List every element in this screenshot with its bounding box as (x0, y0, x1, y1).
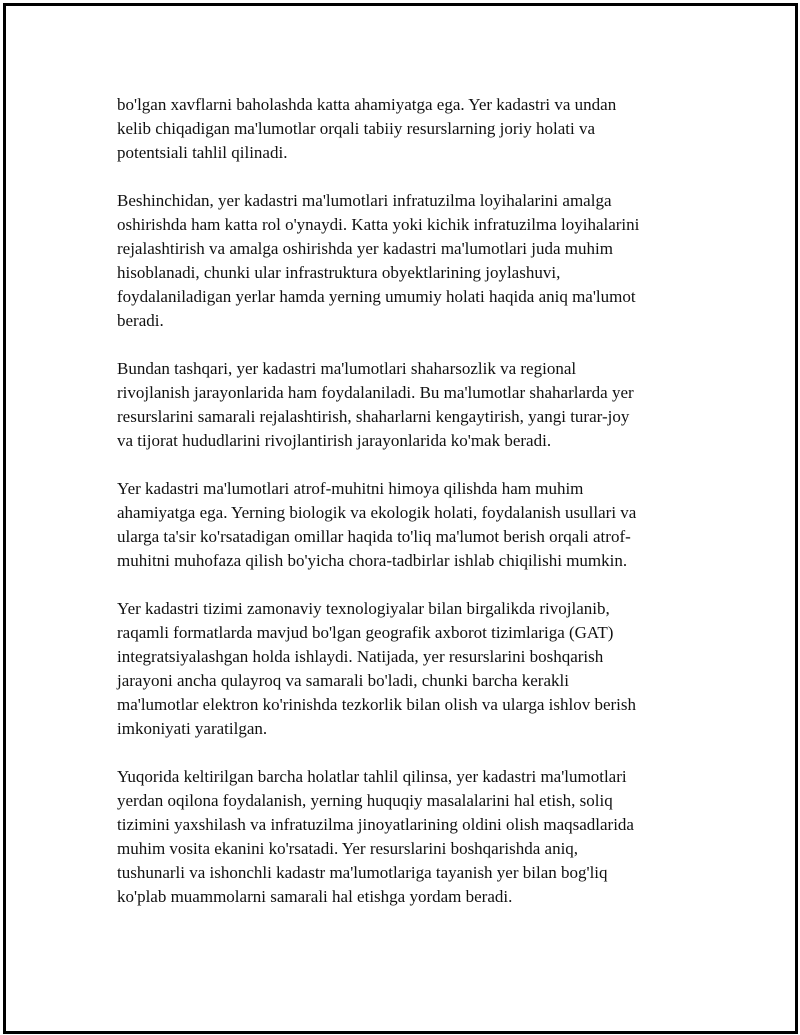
text-line: va tijorat hududlarini rivojlantirish jarayonlarida ko'mak beradi. (117, 431, 552, 450)
text-line: beradi. (117, 311, 164, 330)
text-line: muhim vosita ekanini ko'rsatadi. Yer resurslarini boshqarishda aniq, (117, 839, 579, 858)
text-line: rejalashtirish va amalga oshirishda yer kadastri ma'lumotlari juda muhim (117, 239, 613, 258)
paragraph-5 (117, 597, 692, 741)
text-line: Yer kadastri tizimi zamonaviy texnologiyalar bilan birgalikda rivojlanib, (117, 599, 610, 618)
text-line: integratsiyalashgan holda ishlaydi. Natijada, yer resurslarini boshqarish (117, 647, 604, 666)
text-line: ularga ta'sir ko'rsatadigan omillar haqida to'liq ma'lumot berish orqali atrof- (117, 527, 631, 546)
text-line: rivojlanish jarayonlarida ham foydalaniladi. Bu ma'lumotlar shaharlarda yer (117, 383, 634, 402)
paragraph-2 (117, 189, 692, 333)
text-line: kelib chiqadigan ma'lumotlar orqali tabiiy resurslarning joriy holati va (117, 119, 595, 138)
text-line: ma'lumotlar elektron ko'rinishda tezkorlik bilan olish va ularga ishlov berish (117, 695, 637, 714)
text-line: foydalaniladigan yerlar hamda yerning umumiy holati haqida aniq ma'lumot (117, 287, 636, 306)
text-line: Yuqorida keltirilgan barcha holatlar tahlil qilinsa, yer kadastri ma'lumotlari (117, 767, 627, 786)
paragraph-6 (117, 765, 692, 909)
text-line: resurslarini samarali rejalashtirish, shaharlarni kengaytirish, yangi turar-joy (117, 407, 630, 426)
text-line: muhitni muhofaza qilish bo'yicha chora-tadbirlar ishlab chiqilishi mumkin. (117, 551, 628, 570)
text-line: tushunarli va ishonchli kadastr ma'lumotlariga tayanish yer bilan bog'liq (117, 863, 608, 882)
text-line: Beshinchidan, yer kadastri ma'lumotlari infratuzilma loyihalarini amalga (117, 191, 612, 210)
document-body (117, 93, 692, 933)
text-line: oshirishda ham katta rol o'ynaydi. Katta yoki kichik infratuzilma loyihalarini (117, 215, 640, 234)
text-line: bo'lgan xavflarni baholashda katta ahamiyatga ega. Yer kadastri va undan (117, 95, 617, 114)
text-line: jarayoni ancha qulayroq va samarali bo'ladi, chunki barcha kerakli (117, 671, 569, 690)
text-line: potentsiali tahlil qilinadi. (117, 143, 288, 162)
text-line: imkoniyati yaratilgan. (117, 719, 268, 738)
text-line: Yer kadastri ma'lumotlari atrof-muhitni himoya qilishda ham muhim (117, 479, 584, 498)
text-line: hisoblanadi, chunki ular infrastruktura obyektlarining joylashuvi, (117, 263, 561, 282)
text-line: ahamiyatga ega. Yerning biologik va ekologik holati, foydalanish usullari va (117, 503, 637, 522)
paragraph-1 (117, 93, 692, 165)
paragraph-4 (117, 477, 692, 573)
text-line: raqamli formatlarda mavjud bo'lgan geografik axborot tizimlariga (GAT) (117, 623, 614, 642)
text-line: ko'plab muammolarni samarali hal etishga yordam beradi. (117, 887, 513, 906)
paragraph-3 (117, 357, 692, 453)
text-line: yerdan oqilona foydalanish, yerning huquqiy masalalarini hal etish, soliq (117, 791, 613, 810)
text-line: tizimini yaxshilash va infratuzilma jinoyatlarining oldini olish maqsadlarida (117, 815, 634, 834)
text-line: Bundan tashqari, yer kadastri ma'lumotlari shaharsozlik va regional (117, 359, 577, 378)
